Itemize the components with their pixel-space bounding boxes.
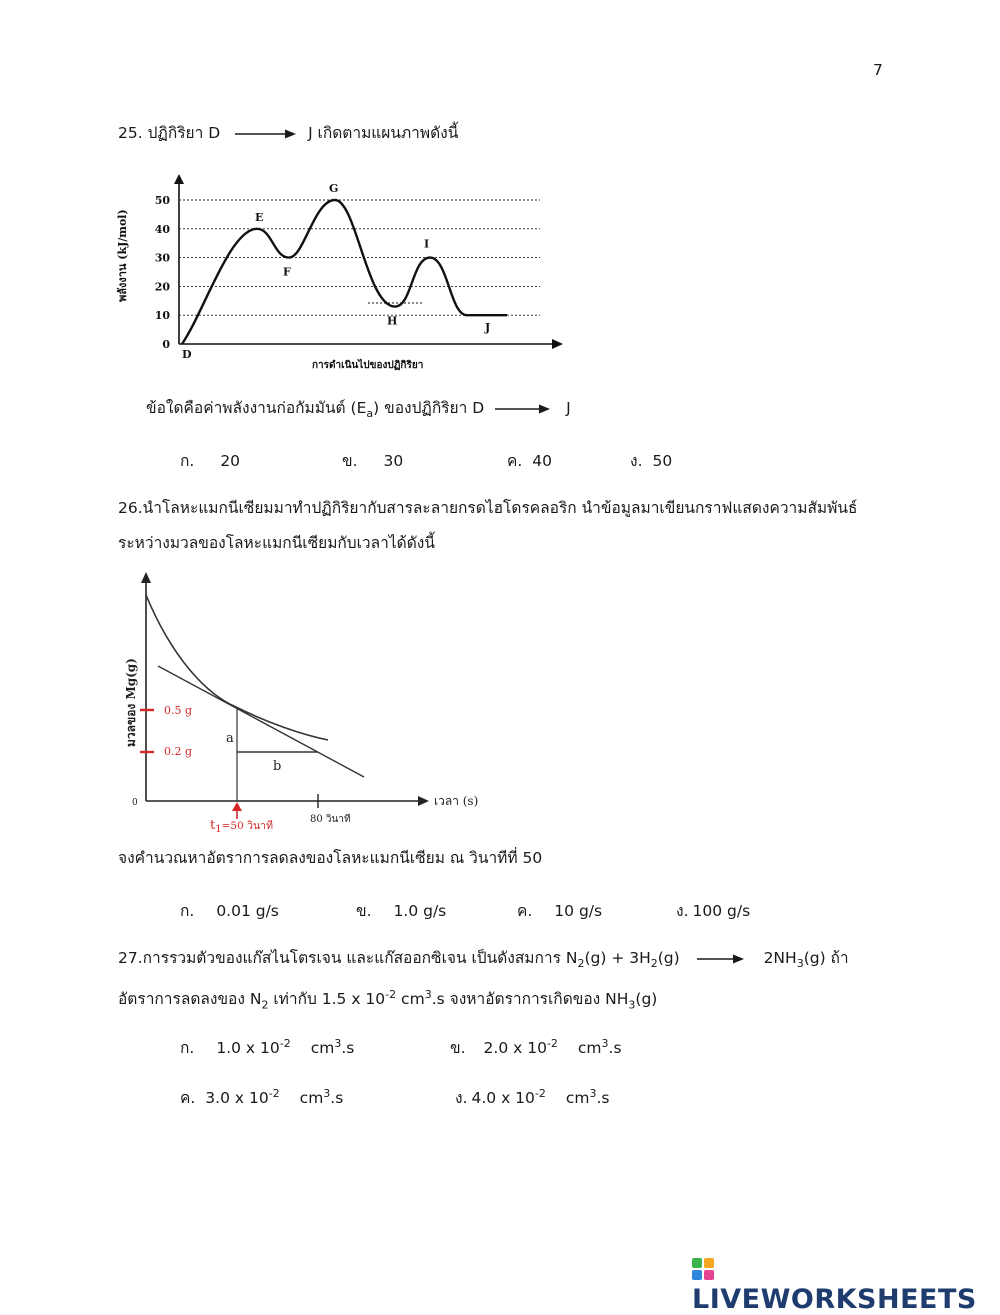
point-label-D: D [182,348,192,361]
point-label-H: H [387,314,398,328]
option-value: 50 [652,452,673,470]
option-value: 4.0 x 10 [471,1089,535,1107]
x-axis-arrow [418,796,429,806]
option-key: ข. [342,452,358,470]
subscript: 2 [261,998,269,1012]
option-key: ข. [450,1039,466,1057]
a-label: a [226,731,234,746]
x-axis-label: การดำเนินไปของปฏิกิริยา [312,360,424,371]
option-key: ค. [507,452,523,470]
y-tick-label: 0 [162,338,170,351]
tangent-line [158,666,364,777]
option-key: ง. [455,1089,468,1107]
option-unit: cm [310,1039,335,1057]
q27-text: (g) ถ้า [803,949,849,967]
y-axis-label: มวลของ Mg(g) [124,658,138,747]
superscript: -2 [534,1086,546,1100]
liveworksheets-logo [692,1253,1000,1315]
q25-option-1[interactable] [180,448,240,473]
subscript: 3 [628,998,636,1012]
x-axis-label: เวลา (s) [434,794,479,808]
option-unit: .s [596,1089,610,1107]
q26-option-1[interactable] [180,898,279,923]
energy-curve [182,200,507,344]
x-label-80: 80 วินาที [310,814,351,825]
q27-option-4[interactable] [455,1085,610,1110]
q26-line2: ระหว่างมวลของโลหะแมกนีเซียมกับเวลาได้ดังนี้ [118,534,435,552]
q25-question [146,398,571,424]
q27-text: อัตราการลดลงของ N [118,990,262,1009]
superscript: -2 [279,1036,291,1050]
reaction-arrow-icon [495,403,551,415]
q27-text: (g) [657,949,680,967]
option-value: 1.0 g/s [393,902,447,920]
option-unit: .s [608,1039,622,1057]
subscript: 2 [577,957,585,971]
point-label-J: J [485,321,491,335]
y-axis-label: พลังงาน (kJ/mol) [116,209,129,302]
q25-option-4[interactable] [630,448,672,473]
t1-label: $t_1^{=50 วินาที}$ [210,818,273,835]
superscript: 3 [323,1086,331,1100]
y-ticks [155,194,171,351]
q27-line1 [118,948,849,974]
q25-suffix: J เกิดตามแผนภาพดังนี้ [308,124,459,142]
option-key: ก. [180,902,195,920]
q27-text: เท่ากับ 1.5 x 10 [268,990,386,1009]
option-key: ข. [356,902,372,920]
option-unit: cm [299,1089,324,1107]
q25-prefix: 25. ปฏิกิริยา D [118,124,221,142]
y-axis-arrow [174,174,184,184]
q26-option-2[interactable] [356,898,446,923]
option-key: ค. [180,1089,196,1107]
option-value: 2.0 x 10 [483,1039,547,1057]
q25-option-2[interactable] [342,448,403,473]
ea-subscript: a [366,407,374,421]
q27-line2 [118,985,657,1015]
page-number: 7 [873,61,883,79]
option-value: 20 [220,452,241,470]
option-key: ก. [180,452,195,470]
option-value: 30 [383,452,404,470]
point-label-I: I [424,237,430,251]
q26-option-3[interactable] [517,898,602,923]
q27-option-1[interactable] [180,1035,354,1060]
q26-question: จงคำนวณหาอัตราการลดลงของโลหะแมกนีเซียม ณ วินาทีที่ 50 [118,849,543,867]
q25-question-pre: ข้อใดคือค่าพลังงานก่อกัมมันต์ (E [146,399,367,417]
x-axis-arrow [552,339,563,349]
origin-label: 0 [132,798,138,808]
option-value: 100 g/s [692,902,751,920]
b-label: b [273,759,282,774]
q27-option-2[interactable] [450,1035,622,1060]
q25-heading [118,123,458,143]
y-tick-label: 30 [154,251,170,265]
option-key: ง. [676,902,689,920]
q25-option-3[interactable] [507,448,552,473]
q27-text: 27.การรวมตัวของแก๊สไนโตรเจน และแก๊สออกซิเจน เป็นดังสมการ N [118,949,578,967]
q25-question-end: J [566,399,571,417]
reaction-arrow-icon [235,128,297,140]
y-label-02: 0.2 g [164,745,193,758]
superscript: 3 [334,1036,342,1050]
y-tick-label: 40 [154,222,170,236]
point-label-E: E [255,210,264,224]
option-value: 10 g/s [554,902,603,920]
q25-question-post: ) ของปฏิกิริยา D [373,399,485,417]
reaction-arrow-icon [697,953,745,965]
q27-option-3[interactable] [180,1085,343,1110]
option-value: 3.0 x 10 [205,1089,269,1107]
option-unit: cm [577,1039,602,1057]
mass-time-chart [118,565,498,835]
q27-text: .s จงหาอัตราการเกิดของ NH [431,990,629,1009]
q26-option-4[interactable] [676,898,750,923]
option-unit: .s [330,1089,344,1107]
point-label-G: G [329,182,339,195]
y-tick-label: 20 [154,280,170,294]
y-label-05: 0.5 g [164,704,193,717]
superscript: 3 [424,988,432,1001]
energy-profile-chart [112,172,572,377]
option-value: 0.01 g/s [216,902,279,920]
subscript: 3 [796,957,804,971]
option-key: ค. [517,902,533,920]
option-value: 1.0 x 10 [216,1039,280,1057]
q27-text: (g) + 3H [584,949,651,967]
point-label-F: F [283,265,291,279]
superscript: -2 [385,988,397,1001]
logo-icon [692,1258,714,1280]
gridlines [179,200,540,315]
option-value: 40 [532,452,553,470]
superscript: 3 [601,1036,609,1050]
q26-line1: 26.นำโลหะแมกนีเซียมมาทำปฏิกิริยากับสารละลายกรดไฮโดรคลอริก นำข้อมูลมาเขียนกราฟแสดงความสัมพันธ์ [118,499,858,517]
y-axis-arrow [141,572,151,583]
option-unit: .s [341,1039,355,1057]
option-key: ง. [630,452,643,470]
subscript: 2 [650,957,658,971]
superscript: -2 [268,1086,280,1100]
option-unit: cm [565,1089,590,1107]
q27-text: (g) [635,990,658,1009]
superscript: 3 [589,1086,597,1100]
logo-text: LIVEWORKSHEETS [692,1284,977,1315]
option-key: ก. [180,1039,195,1057]
t1-arrow-head [232,802,242,811]
q27-text: 2NH [763,949,797,967]
superscript: -2 [546,1036,558,1050]
y-tick-label: 50 [154,194,170,207]
q27-text: cm [396,990,425,1009]
y-tick-label: 10 [154,309,170,323]
